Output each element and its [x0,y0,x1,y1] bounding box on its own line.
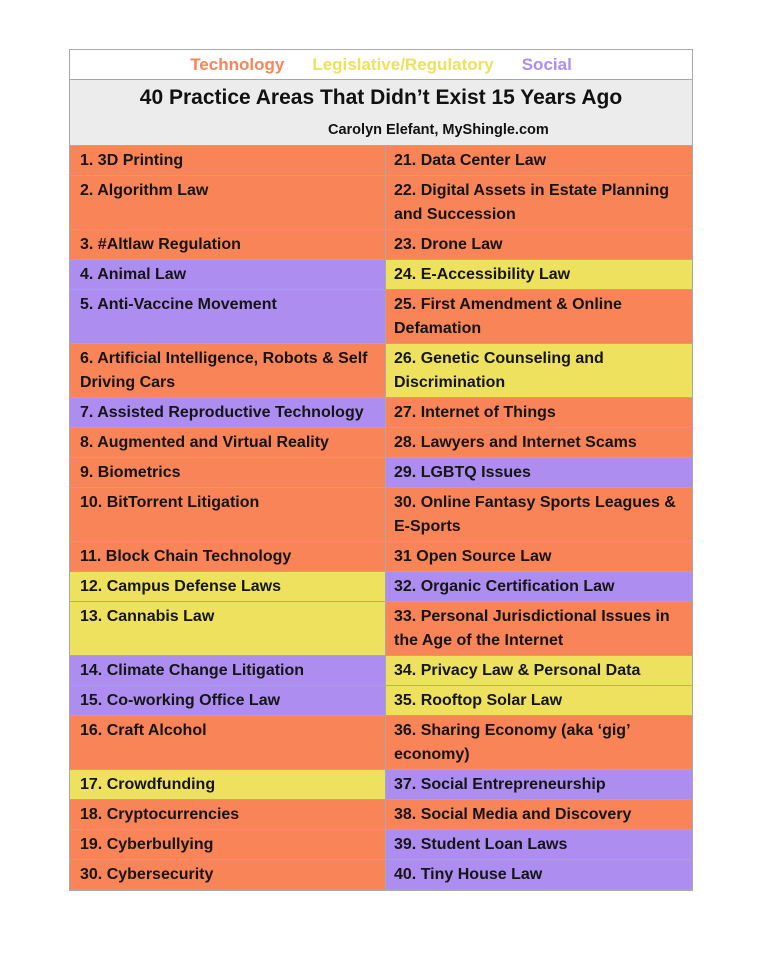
practice-area-cell: 31 Open Source Law [385,542,692,572]
practice-area-cell: 6. Artificial Intelligence, Robots & Self Driving Cars [70,344,385,398]
practice-area-grid [70,146,692,890]
practice-area-cell: 18. Cryptocurrencies [70,800,385,830]
practice-area-cell: 34. Privacy Law & Personal Data [385,656,692,686]
practice-area-cell: 19. Cyberbullying [70,830,385,860]
practice-area-cell: 30. Online Fantasy Sports Leagues & E-Sports [385,488,692,542]
practice-area-cell: 35. Rooftop Solar Law [385,686,692,716]
practice-area-cell: 7. Assisted Reproductive Technology [70,398,385,428]
practice-area-cell: 17. Crowdfunding [70,770,385,800]
practice-area-cell: 14. Climate Change Litigation [70,656,385,686]
legend-technology: Technology [190,54,285,74]
practice-area-cell: 13. Cannabis Law [70,602,385,656]
legend-social: Social [521,54,572,74]
practice-area-cell: 39. Student Loan Laws [385,830,692,860]
practice-area-cell: 29. LGBTQ Issues [385,458,692,488]
practice-area-cell: 1. 3D Printing [70,146,385,176]
practice-area-cell: 22. Digital Assets in Estate Planning and Succession [385,176,692,230]
practice-area-cell: 27. Internet of Things [385,398,692,428]
practice-area-cell: 38. Social Media and Discovery [385,800,692,830]
practice-area-cell: 4. Animal Law [70,260,385,290]
practice-area-cell: 40. Tiny House Law [385,860,692,890]
practice-area-cell: 5. Anti-Vaccine Movement [70,290,385,344]
practice-area-cell: 21. Data Center Law [385,146,692,176]
practice-area-cell: 10. BitTorrent Litigation [70,488,385,542]
practice-area-cell: 9. Biometrics [70,458,385,488]
practice-area-cell: 23. Drone Law [385,230,692,260]
practice-area-cell: 32. Organic Certification Law [385,572,692,602]
practice-area-cell: 11. Block Chain Technology [70,542,385,572]
author-credit: Carolyn Elefant, MyShingle.com [328,122,549,138]
practice-area-cell: 15. Co-working Office Law [70,686,385,716]
table-header [70,80,692,146]
practice-area-cell: 16. Craft Alcohol [70,716,385,770]
practice-area-cell: 30. Cybersecurity [70,860,385,890]
practice-area-cell: 26. Genetic Counseling and Discrimination [385,344,692,398]
practice-area-cell: 28. Lawyers and Internet Scams [385,428,692,458]
practice-area-cell: 36. Sharing Economy (aka ‘gig’ economy) [385,716,692,770]
practice-area-cell: 12. Campus Defense Laws [70,572,385,602]
legend-legislative-regulatory: Legislative/Regulatory [312,54,494,74]
practice-area-cell: 25. First Amendment & Online Defamation [385,290,692,344]
practice-area-cell: 3. #Altlaw Regulation [70,230,385,260]
practice-area-cell: 33. Personal Jurisdictional Issues in the Age of the Internet [385,602,692,656]
practice-areas-table [69,49,693,891]
page-title: 40 Practice Areas That Didn’t Exist 15 Years Ago [139,86,623,109]
practice-area-cell: 24. E-Accessibility Law [385,260,692,290]
category-legend [70,50,692,80]
practice-area-cell: 37. Social Entrepreneurship [385,770,692,800]
practice-area-cell: 8. Augmented and Virtual Reality [70,428,385,458]
practice-area-cell: 2. Algorithm Law [70,176,385,230]
